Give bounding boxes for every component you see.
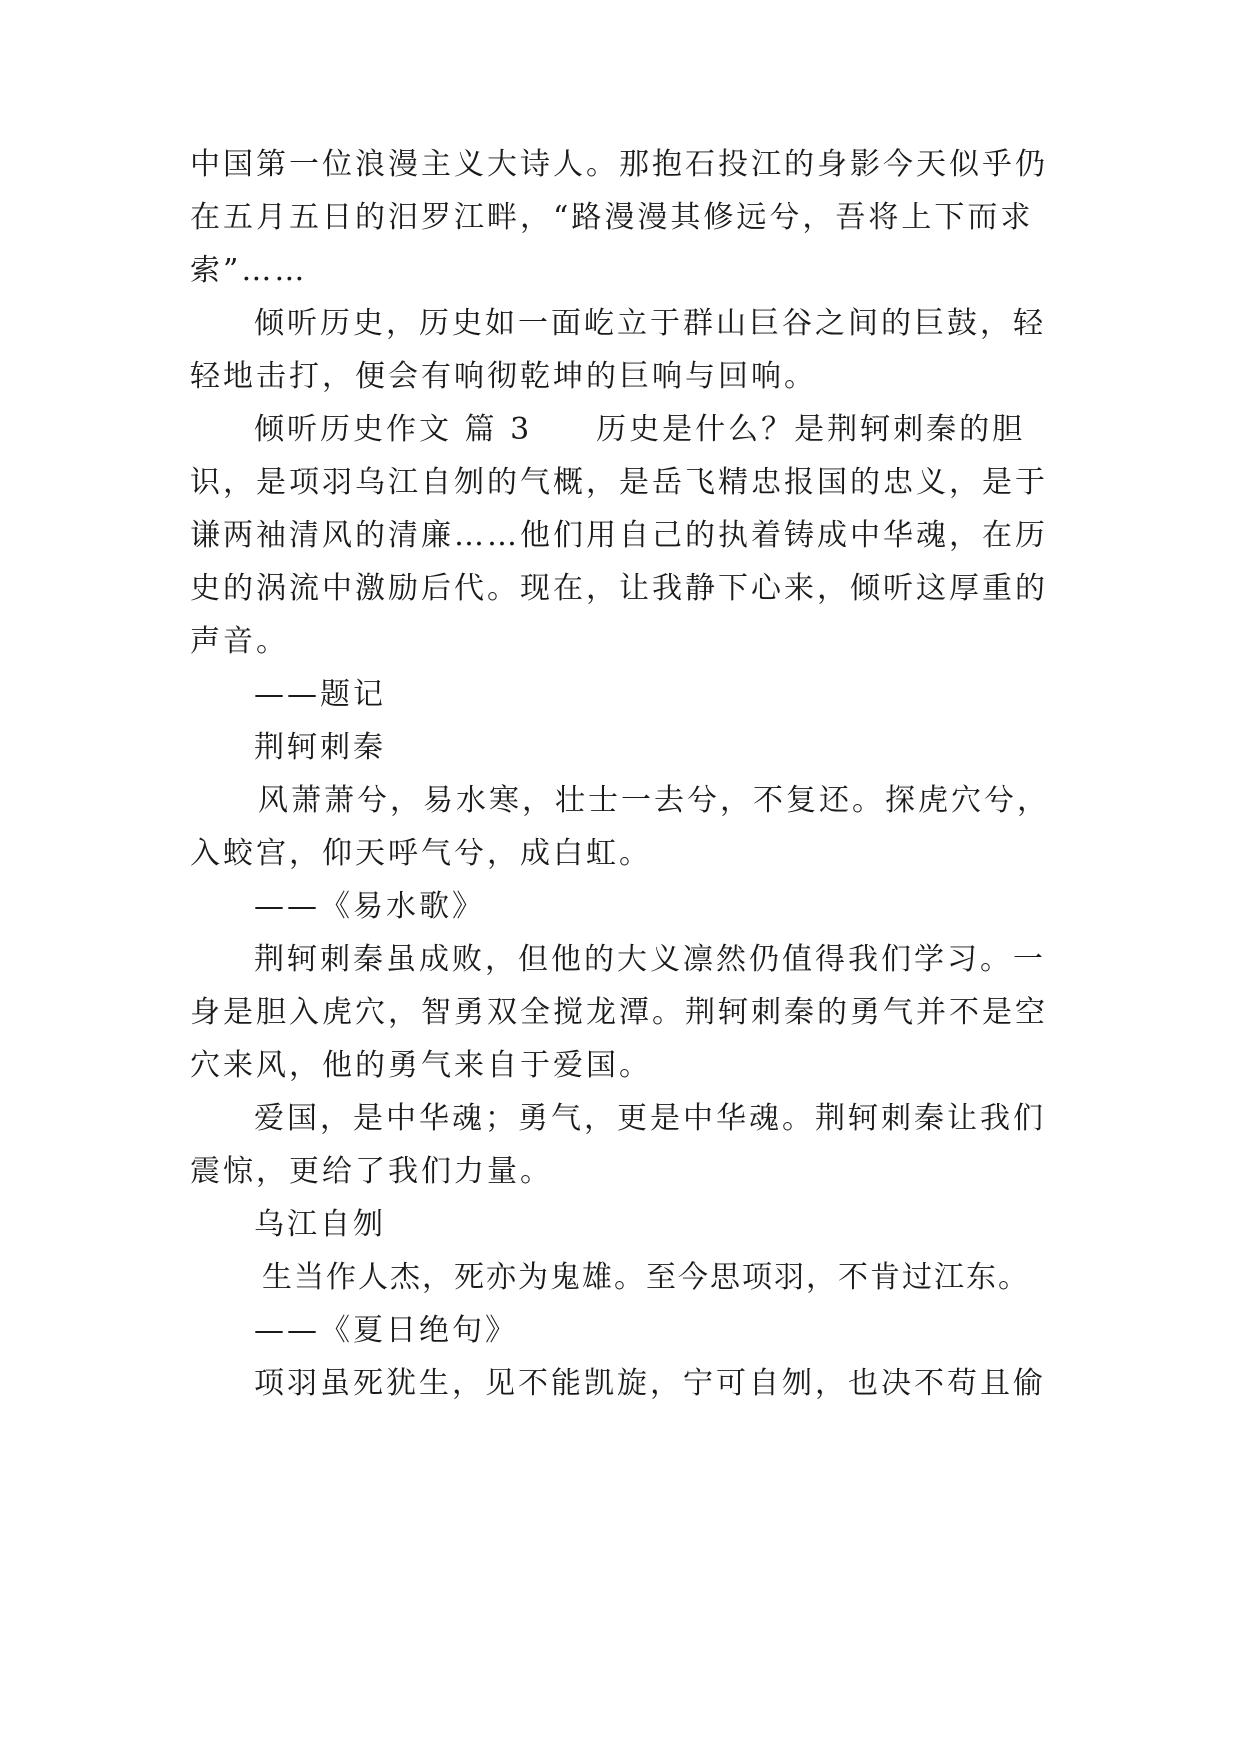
text-line-segment: 历史是什么？是荆轲刺秦的胆 — [596, 412, 1026, 447]
text-line: 荆轲刺秦虽成败，但他的大义凛然仍值得我们学习。一 — [254, 942, 1046, 977]
text-line: 倾听历史，历史如一面屹立于群山巨谷之间的巨鼓，轻 — [254, 306, 1046, 341]
text-line: 轻地击打，便会有响彻乾坤的巨响与回响。 — [190, 359, 817, 394]
text-line: 中国第一位浪漫主义大诗人。那抱石投江的身影今天似乎仍 — [190, 147, 1048, 182]
text-line: 穴来风，他的勇气来自于爱国。 — [190, 1048, 652, 1083]
poem-source: ——《夏日绝句》 — [254, 1313, 518, 1348]
poem-line: 生当作人杰，死亦为鬼雄。至今思项羽，不肯过江东。 — [262, 1260, 1030, 1295]
text-line: 项羽虽死犹生，见不能凯旋，宁可自刎，也决不苟且偷 — [254, 1366, 1046, 1401]
text-line: 识，是项羽乌江自刎的气概，是岳飞精忠报国的忠义，是于 — [190, 465, 1048, 500]
section-heading: 乌江自刎 — [254, 1207, 386, 1242]
text-line: 在五月五日的汨罗江畔，“路漫漫其修远兮，吾将上下而求 — [190, 200, 1034, 235]
poem-source: ——《易水歌》 — [254, 889, 485, 924]
text-line: 谦两袖清风的清廉……他们用自己的执着铸成中华魂，在历 — [190, 518, 1048, 553]
article-heading: 倾听历史作文 篇 3 — [254, 412, 533, 447]
text-line: 声音。 — [190, 624, 289, 659]
poem-line: 入蛟宫，仰天呼气兮，成白虹。 — [190, 836, 652, 871]
section-heading: 荆轲刺秦 — [254, 730, 386, 765]
text-line: 身是胆入虎穴，智勇双全搅龙潭。荆轲刺秦的勇气并不是空 — [190, 995, 1048, 1030]
text-line: 爱国，是中华魂；勇气，更是中华魂。荆轲刺秦让我们 — [254, 1101, 1046, 1136]
text-line: 震惊，更给了我们力量。 — [190, 1154, 553, 1189]
text-line: 索”…… — [190, 253, 308, 288]
text-line: 史的涡流中激励后代。现在，让我静下心来，倾听这厚重的 — [190, 571, 1048, 606]
epigraph-note: ——题记 — [254, 677, 386, 712]
text-line — [254, 412, 1026, 447]
poem-line: 风萧萧兮，易水寒，壮士一去兮，不复还。探虎穴兮， — [258, 783, 1050, 818]
